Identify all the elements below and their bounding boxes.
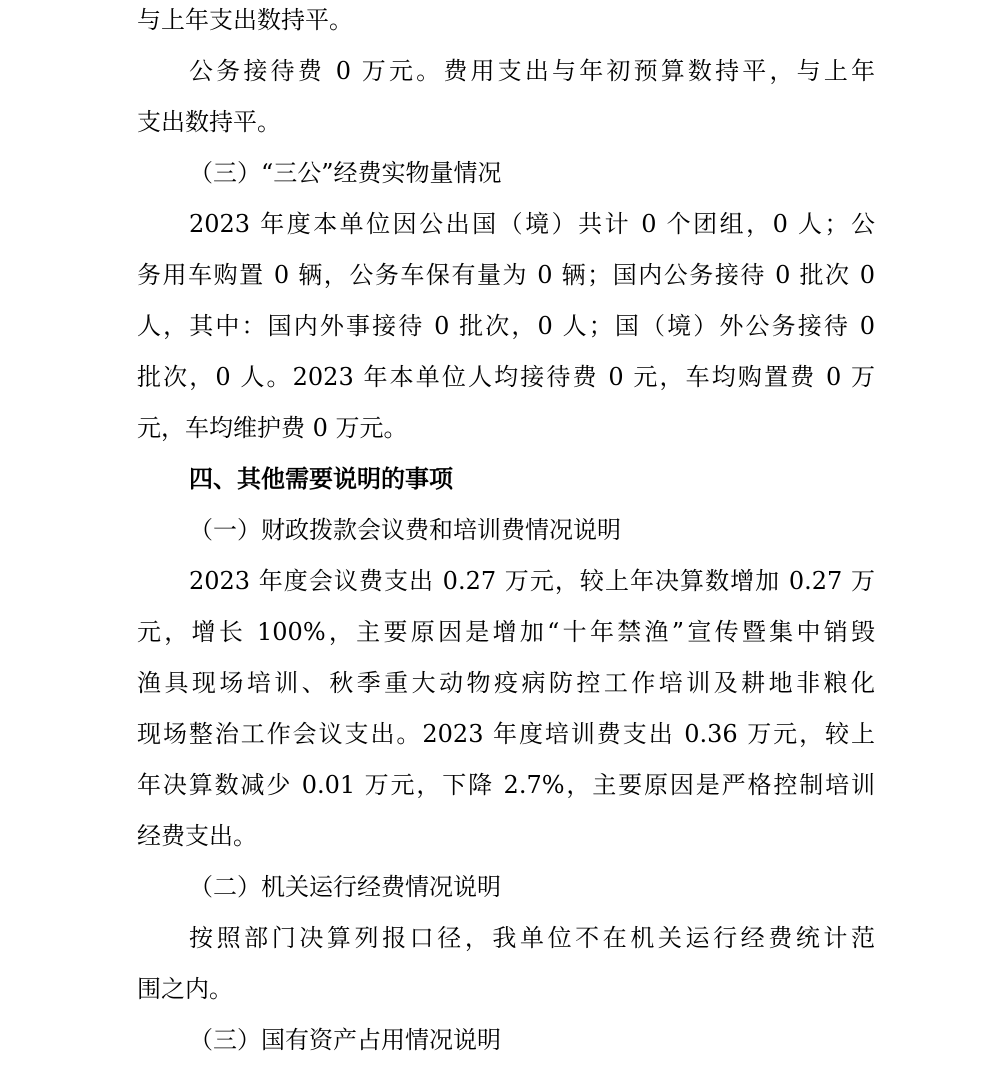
paragraph-line: 经费支出。 [137, 822, 257, 850]
paragraph-line: 公务接待费 0 万元。费用支出与年初预算数持平，与上年 [189, 57, 875, 85]
paragraph-line: 2023 年度会议费支出 0.27 万元，较上年决算数增加 0.27 万 [189, 567, 875, 595]
paragraph-line: 支出数持平。 [137, 108, 281, 136]
document-page [137, 0, 875, 1066]
paragraph-line: 围之内。 [137, 975, 233, 1003]
paragraph-line: 现场整治工作会议支出。2023 年度培训费支出 0.36 万元，较上 [137, 720, 875, 748]
paragraph-line: 务用车购置 0 辆，公务车保有量为 0 辆；国内公务接待 0 批次 0 [137, 261, 875, 289]
paragraph-line: 年决算数减少 0.01 万元，下降 2.7%，主要原因是严格控制培训 [137, 771, 875, 799]
subsection-heading: （三）“三公”经费实物量情况 [189, 159, 502, 187]
subsection-heading: （一）财政拨款会议费和培训费情况说明 [189, 516, 621, 544]
paragraph-line: 渔具现场培训、秋季重大动物疫病防控工作培训及耕地非粮化 [137, 669, 875, 697]
paragraph-line: 2023 年度本单位因公出国（境）共计 0 个团组，0 人；公 [189, 210, 875, 238]
subsection-heading: （二）机关运行经费情况说明 [189, 873, 501, 901]
paragraph-line: 人，其中：国内外事接待 0 批次，0 人；国（境）外公务接待 0 [137, 312, 875, 340]
paragraph-line: 按照部门决算列报口径，我单位不在机关运行经费统计范 [189, 924, 875, 952]
paragraph-line: 元，车均维护费 0 万元。 [137, 414, 408, 442]
paragraph-line: 与上年支出数持平。 [137, 6, 353, 34]
paragraph-line: 批次，0 人。2023 年本单位人均接待费 0 元，车均购置费 0 万 [137, 363, 875, 391]
paragraph-line: 元，增长 100%，主要原因是增加“十年禁渔”宣传暨集中销毁 [137, 618, 875, 646]
section-heading: 四、其他需要说明的事项 [189, 465, 453, 493]
subsection-heading: （三）国有资产占用情况说明 [189, 1026, 501, 1054]
